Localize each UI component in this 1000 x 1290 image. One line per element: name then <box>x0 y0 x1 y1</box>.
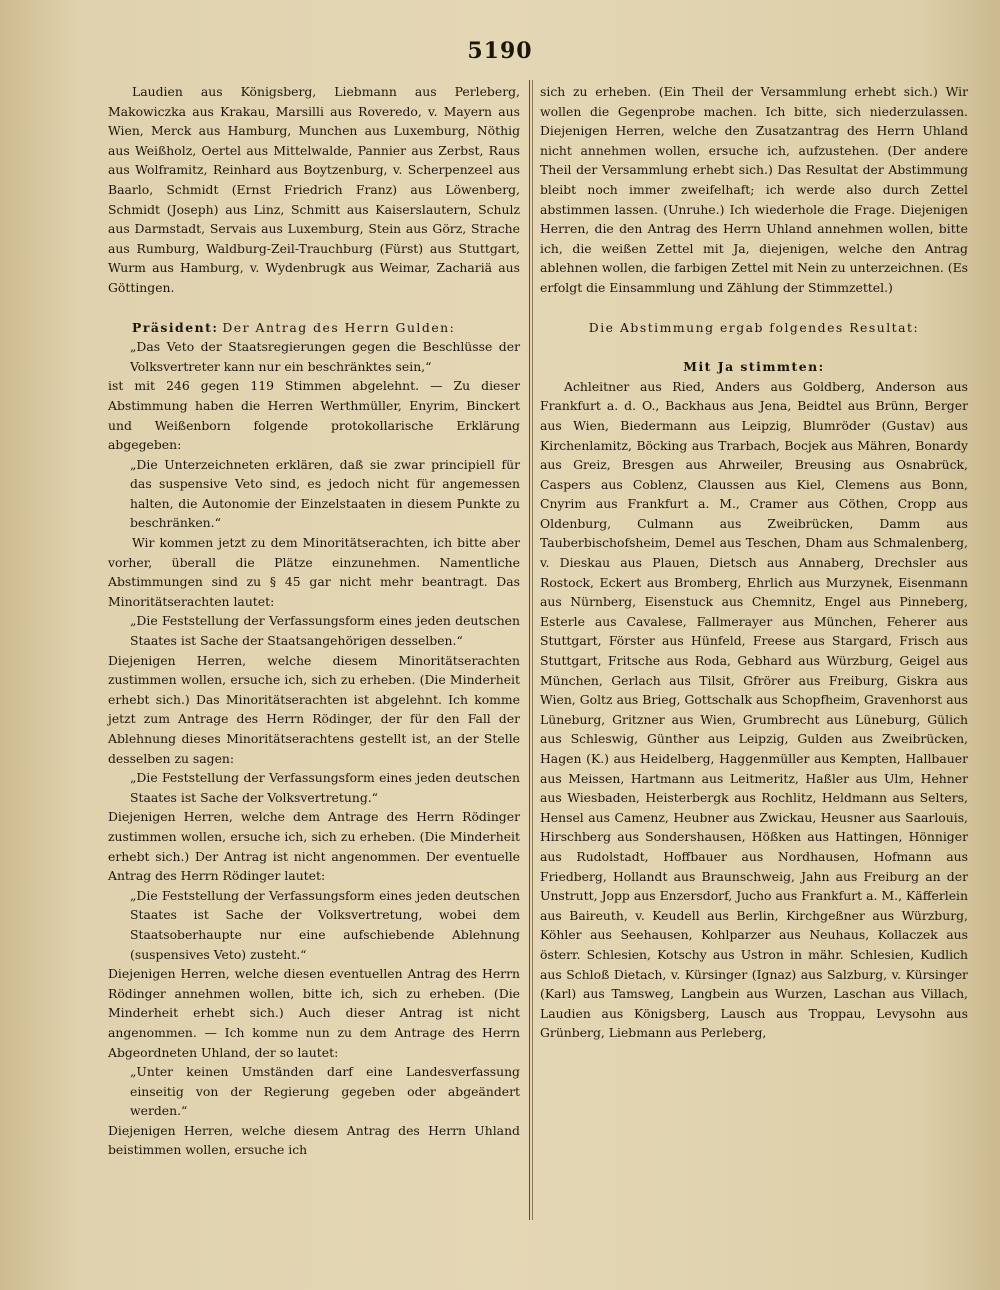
quote-declaration: „Die Unterzeichneten erklären, daß sie zwar principiell für das suspensive Veto sind, es jedoch nicht für angemessen halten, die Autonomie der Einzelstaaten in diesem Punkte zu beschränken.“ <box>130 456 520 531</box>
roedinger-vote: Diejenigen Herren, welche dem Antrage des Herrn Rödinger zustimmen wollen, ersuche ich, sich zu erheben. (Die Minderheit erhebt sich.) Der Antrag ist nicht angenommen. Der eventuelle Antrag des Herrn Rödinger lautet: <box>108 809 520 884</box>
names-block: Laudien aus Königsberg, Liebmann aus Perleberg, Makowiczka aus Krakau, Marsilli aus Roveredo, v. Mayern aus Wien, Merck aus Hamburg, Munchen aus Luxemburg, Nöthig aus Weißholz, Oertel aus Mittelwalde, Pannier aus Zerbst, Raus aus Wolframitz, Reinhard aus Boytzenburg, v. Scherpenzeel aus Baarlo, Schmidt (Ernst Friedrich Franz) aus Löwenberg, Schmidt (Joseph) aus Linz, Schmitt aus Kaiserslautern, Schulz aus Darmstadt, Servais aus Luxemburg, Stein aus Görz, Strache aus Rumburg, Waldburg-Zeil-Trauchburg (Fürst) aus Stuttgart, Wurm aus Hamburg, v. Wydenbrugk aus Weimar, Zachariä aus Göttingen. <box>108 84 520 295</box>
yes-names-list: Achleitner aus Ried, Anders aus Goldberg, Anderson aus Frankfurt a. d. O., Backhaus aus Jena, Beidtel aus Brünn, Berger aus Wien, Biedermann aus Leipzig, Blumröder (Gustav) aus Kirchenlamitz, Böcking aus Trarbach, Bocjek aus Mähren, Bonardy aus Greiz, Bresgen aus Ahrweiler, Breusing aus Osnabrück, Caspers aus Coblenz, Claussen aus Kiel, Clemens aus Bonn, Cnyrim aus Frankfurt a. M., Cramer aus Cöthen, Cropp aus Oldenburg, Culmann aus Zweibrücken, Damm aus Tauberbischofsheim, Demel aus Teschen, Dham aus Schmalenberg, v. Dieskau aus Plauen, Dietsch aus Annaberg, Drechsler aus Rostock, Eckert aus Bromberg, Ehrlich aus Murzynek, Eisenmann aus Nürnberg, Eisenstuck aus Chemnitz, Engel aus Pinneberg, Esterle aus Cavalese, Fallmerayer aus München, Feherer aus Stuttgart, Förster aus Hünfeld, Freese aus Stargard, Frisch aus Stuttgart, Fritsche aus Roda, Gebhard aus Würzburg, Geigel aus München, Gerlach aus Tilsit, Gfrörer aus Freiburg, Giskra aus Wien, Goltz aus Brieg, Gottschalk aus Schopfheim, Gravenhorst aus Lüneburg, Gritzner aus Wien, Grumbrecht aus Lüneburg, Gülich aus Schleswig, Günther aus Leipzig, Gulden aus Zweibrücken, Hagen (K.) aus Heidelberg, Haggenmüller aus Kempten, Hallbauer aus Meissen, Hartmann aus Leitmeritz, Haßler aus Ulm, Hehner aus Wiesbaden, Heisterbergk aus Rochlitz, Heldmann aus Selters, Hensel aus Camenz, Heubner aus Zwickau, Heusner aus Saarlouis, Hirschberg aus Sondershausen, Hößken aus Hattingen, Hönniger aus Rudolstadt, Hoffbauer aus Nordhausen, Hofmann aus Friedberg, Hollandt aus Braunschweig, Jahn aus Freiburg an der Unstrutt, Jopp aus Enzersdorf, Jucho aus Frankfurt a. M., Käfferlein aus Baireuth, v. Keudell aus Berlin, Kirchgeßner aus Würzburg, Köhler aus Seehausen, Kohlparzer aus Neuhaus, Kollaczek aus österr. Schlesien, Kotschy aus Ustron in mähr. Schlesien, Kudlich aus Schloß Dietach, v. Kürsinger (Ignaz) aus Salzburg, v. Kürsinger (Karl) aus Tamsweg, Langbein aus Wurzen, Laschan aus Villach, Laudien aus Königsberg, Lausch aus Troppau, Levysohn aus Grünberg, Liebmann aus Perleberg, <box>540 378 968 1041</box>
right-column <box>540 82 968 1242</box>
paragraph-gap <box>540 337 968 357</box>
minority-intro: Wir kommen jetzt zu dem Minoritätserachten, ich bitte aber vorher, überall die Plätze einzunehmen. Namentliche Abstimmungen sind zu § 45 gar nicht mehr beantragt. Das Minoritätserachten lautet: <box>108 535 520 609</box>
uhland-vote: Diejenigen Herren, welche diesem Antrag des Herrn Uhland beistimmen wollen, ersuche ich <box>108 1122 520 1158</box>
president-label: Präsident: <box>132 319 219 335</box>
result-heading: Die Abstimmung ergab folgendes Resultat: <box>588 319 920 335</box>
paragraph-gap <box>540 298 968 318</box>
column-divider <box>529 80 530 1220</box>
result-gulden: ist mit 246 gegen 119 Stimmen abgelehnt. — Zu dieser Abstimmung haben die Herren Werthmüller, Enyrim, Binckert und Weißenborn folgende protokollarische Erklärung abgegeben: <box>108 378 520 453</box>
minority-vote: Diejenigen Herren, welche diesem Minoritätserachten zustimmen wollen, ersuche ich, sich zu erheben. (Die Minderheit erhebt sich.) Das Minoritätserachten ist abgelehnt. Ich komme jetzt zum Antrage des Herrn Rödinger, der für den Fall der Ablehnung dieses Minoritätserachtens gestellt ist, an der Stelle desselben zu sagen: <box>108 652 520 766</box>
yes-heading: Mit Ja stimmten: <box>683 359 825 375</box>
left-column <box>108 82 520 1242</box>
eventual-vote: Diejenigen Herren, welche diesen eventuellen Antrag des Herrn Rödinger annehmen wollen, bitte ich, sich zu erheben. (Die Minderheit erhebt sich.) Auch dieser Antrag ist nicht angenommen. — Ich komme nun zu dem Antrage des Herrn Abgeordneten Uhland, der so lautet: <box>108 966 520 1060</box>
quote-roedinger: „Die Feststellung der Verfassungsform eines jeden deutschen Staates ist Sache der Volksvertretung.“ <box>130 770 520 805</box>
quote-minority: „Die Feststellung der Verfassungsform eines jeden deutschen Staates ist Sache der Staatsangehörigen desselben.“ <box>130 613 520 649</box>
president-paragraph <box>108 318 520 338</box>
quote-uhland: „Unter keinen Umständen darf eine Landesverfassung einseitig von der Regierung gegeben oder abgeändert werden.“ <box>130 1064 520 1119</box>
page-number: 5190 <box>467 38 533 64</box>
column-divider-secondary <box>532 80 533 1220</box>
president-intro: Der Antrag des Herrn Gulden: <box>222 319 456 335</box>
quote-gulden: „Das Veto der Staatsregierungen gegen die Beschlüsse der Volksvertreter kann nur ein beschränktes sein,“ <box>130 339 520 374</box>
quote-eventual: „Die Feststellung der Verfassungsform eines jeden deutschen Staates ist Sache der Volksvertretung, wobei dem Staatsoberhaupte nur eine aufschiebende Ablehnung (suspensives Veto) zusteht.“ <box>130 887 520 962</box>
paragraph-gap <box>108 298 520 318</box>
continuation-paragraph: sich zu erheben. (Ein Theil der Versammlung erhebt sich.) Wir wollen die Gegenprobe machen. Ich bitte, sich niederzulassen. Diejenigen Herren, welche den Zusatzantrag des Herrn Uhland nicht annehmen wollen, ersuche ich, aufzustehen. (Der andere Theil der Versammlung erhebt sich.) Das Resultat der Abstimmung bleibt noch immer zweifelhaft; ich werde also durch Zettel abstimmen lassen. (Unruhe.) Ich wiederhole die Frage. Diejenigen Herren, die den Antrag des Herrn Uhland annehmen wollen, bitte ich, die weißen Zettel mit Ja, diejenigen, welche den Antrag ablehnen wollen, die farbigen Zettel mit Nein zu unterzeichnen. (Es erfolgt die Einsammlung und Zählung der Stimmzettel.) <box>540 84 968 295</box>
